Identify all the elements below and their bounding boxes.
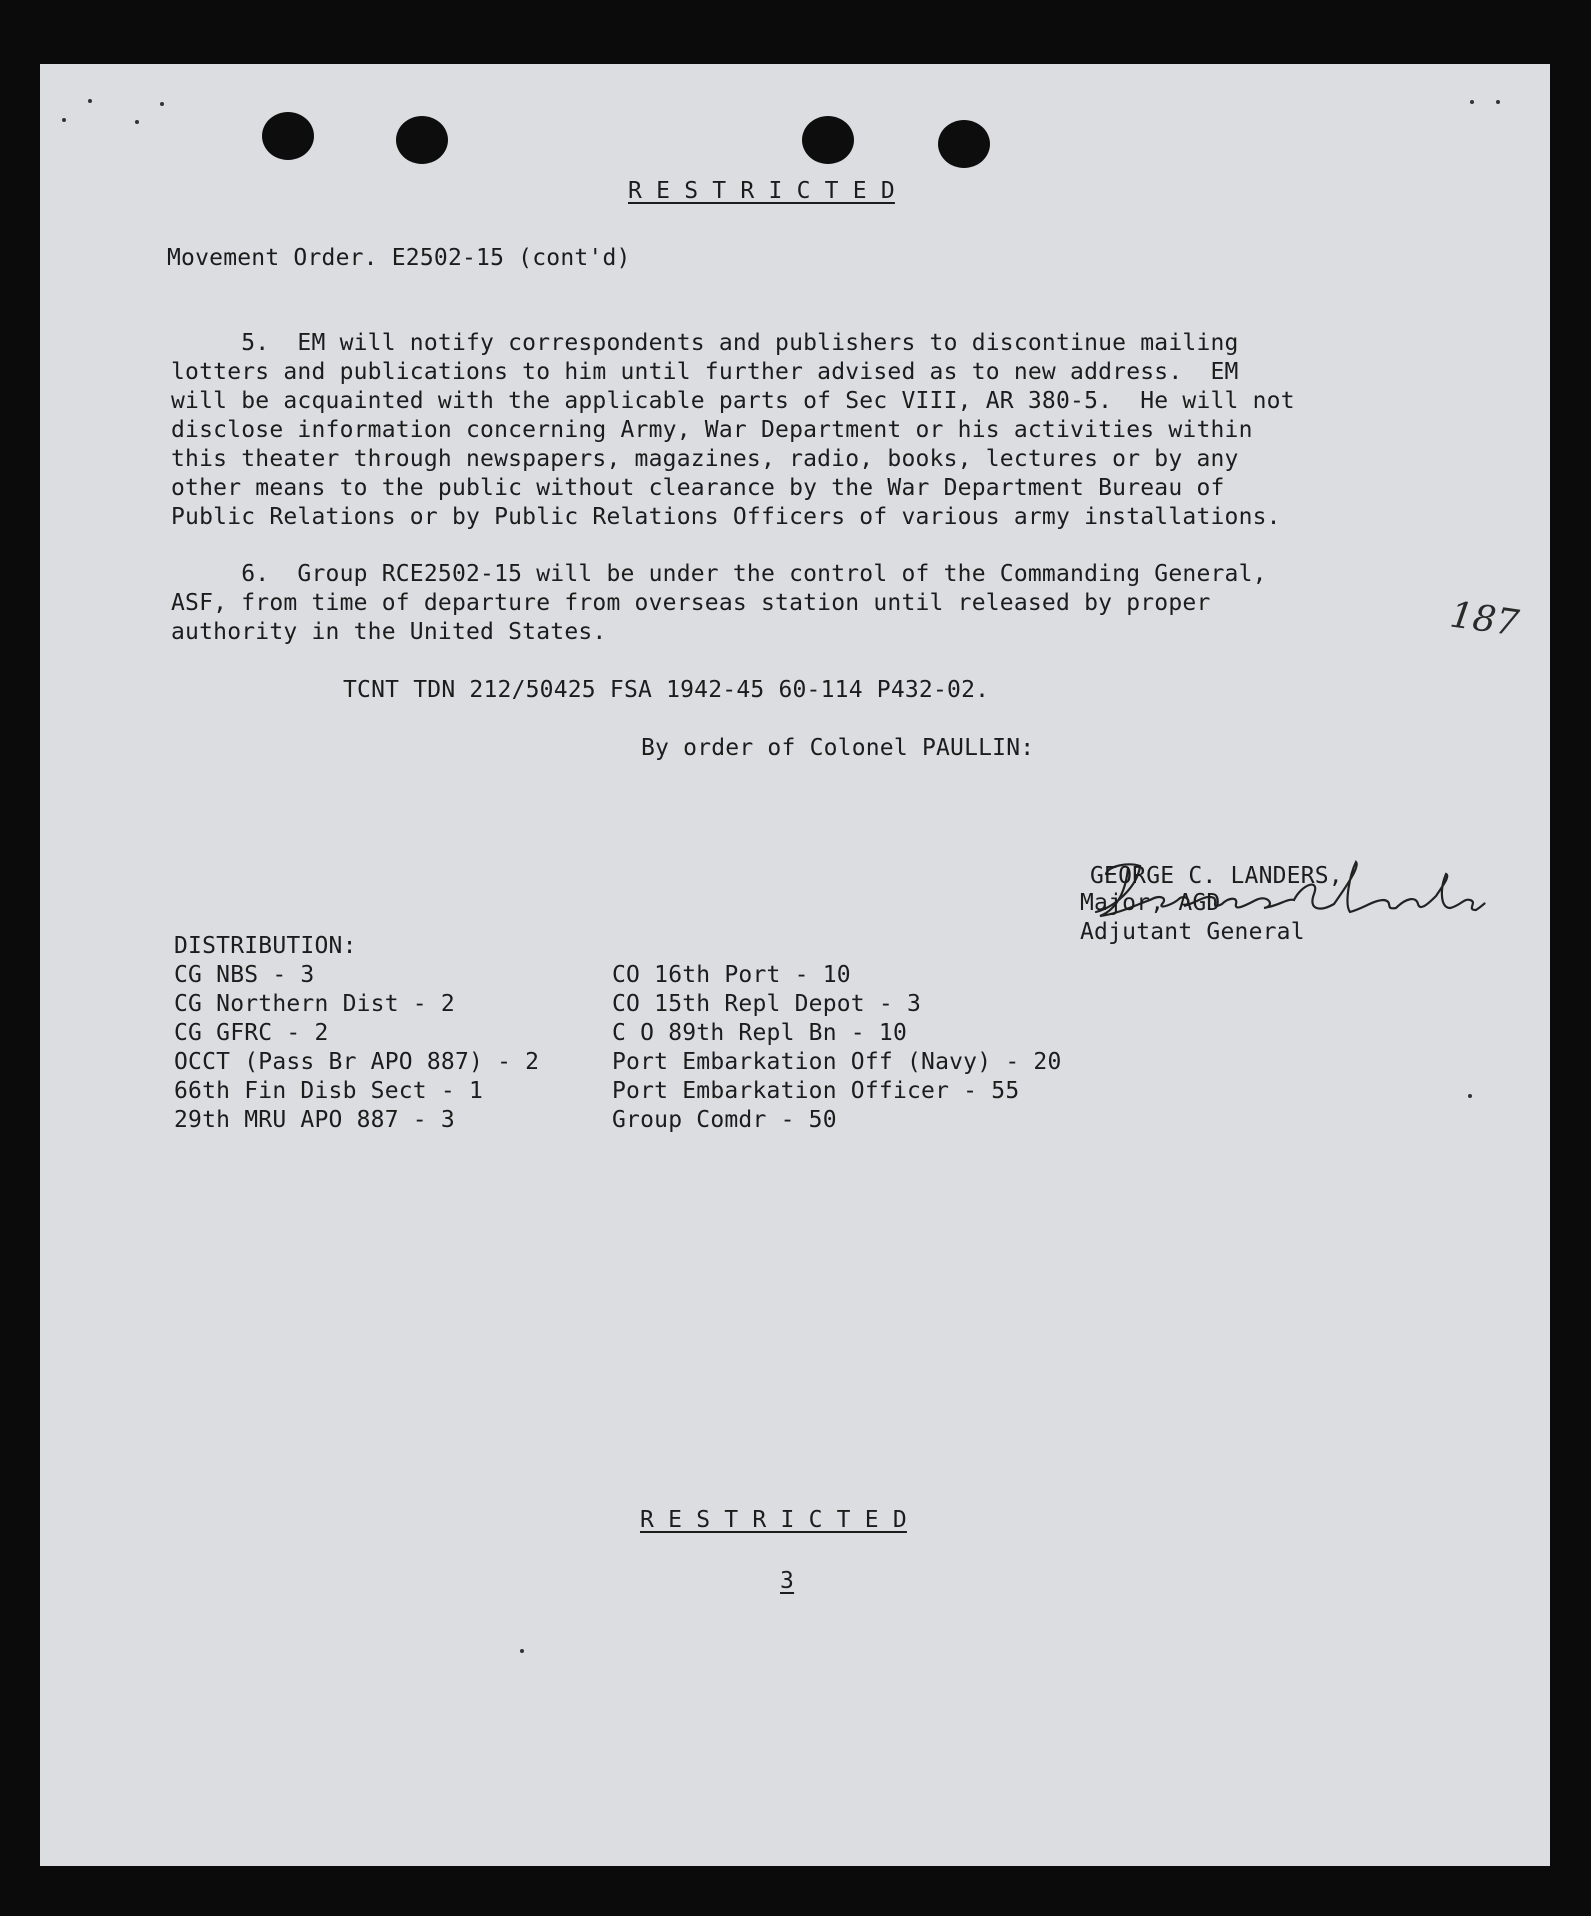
footer-classification: R E S T R I C T E D [640,1507,907,1533]
distribution-item: Group Comdr - 50 [612,1107,837,1133]
distribution-item: Port Embarkation Off (Navy) - 20 [612,1049,1062,1075]
speck [1468,1094,1472,1098]
text-line: ASF, from time of departure from overseas station until released by proper [171,590,1211,616]
text-line: will be acquainted with the applicable parts of Sec VIII, AR 380-5. He will not [171,388,1295,414]
punch-hole [262,112,314,160]
distribution-item: CG NBS - 3 [174,962,315,988]
distribution-item: CO 16th Port - 10 [612,962,851,988]
distribution-heading: DISTRIBUTION: [174,933,357,959]
distribution-item: CG Northern Dist - 2 [174,991,455,1017]
distribution-item: 29th MRU APO 887 - 3 [174,1107,455,1133]
distribution-item: CO 15th Repl Depot - 3 [612,991,922,1017]
speck [160,102,164,106]
page-number: 3 [780,1568,795,1594]
signer-name: GEORGE C. LANDERS, [1090,863,1343,889]
speck [520,1649,524,1653]
order-reference: Movement Order. E2502-15 (cont'd) [167,245,631,271]
punch-hole [802,116,854,164]
header-classification: R E S T R I C T E D [628,178,895,204]
distribution-item: Port Embarkation Officer - 55 [612,1078,1020,1104]
distribution-item: 66th Fin Disb Sect - 1 [174,1078,484,1104]
marginal-page-number: 187 [1447,594,1522,645]
fund-citation: TCNT TDN 212/50425 FSA 1942-45 60-114 P432-02. [343,677,990,703]
speck [1470,100,1474,104]
text-line: disclose information concerning Army, War Department or his activities within [171,417,1253,443]
punch-hole [396,116,448,164]
text-line: 5. EM will notify correspondents and publishers to discontinue mailing [171,330,1239,356]
text-line: other means to the public without clearance by the War Department Bureau of [171,475,1225,501]
text-line: 6. Group RCE2502-15 will be under the control of the Commanding General, [171,561,1267,587]
text-line: this theater through newspapers, magazines, radio, books, lectures or by any [171,446,1239,472]
speck [135,120,139,124]
distribution-item: CG GFRC - 2 [174,1020,329,1046]
speck [62,118,66,122]
signer-rank: Major, AGD [1080,890,1221,916]
signer-title: Adjutant General [1080,919,1305,945]
speck [1496,100,1500,104]
by-order-line: By order of Colonel PAULLIN: [641,735,1035,761]
text-line: lotters and publications to him until further advised as to new address. EM [171,359,1239,385]
distribution-item: C O 89th Repl Bn - 10 [612,1020,907,1046]
text-line: Public Relations or by Public Relations Officers of various army installations. [171,504,1281,530]
document-page [40,64,1550,1866]
distribution-item: OCCT (Pass Br APO 887) - 2 [174,1049,540,1075]
text-line: authority in the United States. [171,619,607,645]
speck [88,99,92,103]
punch-hole [938,120,990,168]
